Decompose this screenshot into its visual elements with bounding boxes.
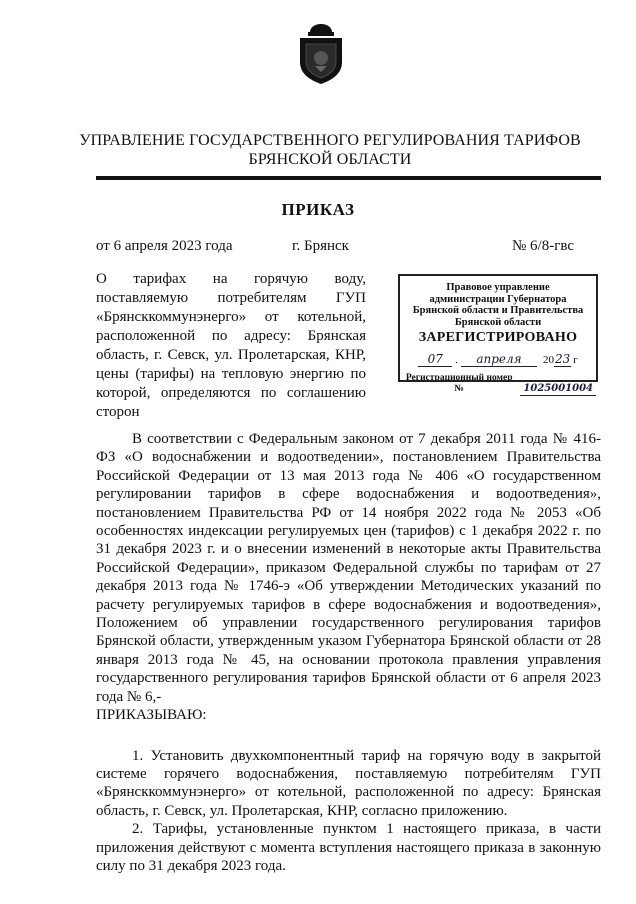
decree-word: ПРИКАЗЫВАЮ: (96, 707, 207, 724)
decree-item-1: 1. Установить двухкомпонентный тариф на горячую воду в закрытой системе горячего водоснабжения, поставляемую потребителям ГУП «Брянсккоммунэнерго» от котельной, расположенной по адресу: Брянская область, г. Севск, ул. Пролетарская, КНР, согласно приложению. (96, 747, 601, 819)
document-date: от 6 апреля 2023 года (96, 238, 233, 254)
stamp-reg-number: 1025001004 (520, 382, 596, 396)
document-subject: О тарифах на горячую воду, поставляемую потребителям ГУП «Брянсккоммунэнерго» от котельной, расположенной по адресу: Брянская область, г. Севск, ул. Пролетарская, КНР, цены (тарифы) на тепловую энергию по которой, определяются по соглашению сторон (96, 271, 366, 420)
stamp-year-unit: г (573, 354, 578, 366)
stamp-org-line1: Правовое управление (446, 282, 550, 293)
stamp-reg-label: Регистрационный номер № (405, 372, 513, 394)
registration-stamp (398, 274, 598, 394)
document-city: г. Брянск (292, 238, 349, 254)
document-number: № 6/8-гвс (512, 238, 575, 254)
stamp-year-prefix: 20 (542, 354, 554, 366)
stamp-date: 07 . апреля 20 23 г (400, 351, 596, 367)
stamp-org-line3: Брянской области и Правительства (412, 305, 584, 316)
coat-of-arms-icon (296, 22, 346, 86)
stamp-org-line2: администрации Губернатора (429, 293, 567, 305)
organization-title-line1: УПРАВЛЕНИЕ ГОСУДАРСТВЕННОГО РЕГУЛИРОВАНИЯ ТАРИФОВ (79, 132, 581, 149)
stamp-month: апреля (461, 353, 537, 367)
stamp-day: 07 (418, 353, 452, 367)
decree-item-2: 2. Тарифы, установленные пунктом 1 настоящего приказа, в части приложения действуют с момента вступления настоящего приказа в законную силу по 31 декабря 2023 года. (96, 821, 601, 874)
stamp-org-line4: Брянской области (454, 316, 542, 328)
document-type: ПРИКАЗ (281, 200, 355, 219)
stamp-year-suffix: 23 (554, 351, 571, 366)
document-body (96, 430, 601, 875)
header-divider (96, 176, 601, 180)
organization-title-line2: БРЯНСКОЙ ОБЛАСТИ (248, 151, 412, 168)
stamp-status: ЗАРЕГИСТРИРОВАНО (418, 330, 578, 345)
stamp-registration-number (400, 373, 596, 396)
organization-title (60, 131, 600, 169)
preamble-paragraph: В соответствии с Федеральным законом от 7 декабря 2011 года № 416-ФЗ «О водоснабжении и водоотведении», постановлением Правительства Российской Федерации от 13 мая 2013 года № 406 «О государственном регулировании тарифов в сфере водоснабжения и водоотведения», постановлением Правительства РФ от 14 ноября 2022 года № 2053 «Об особенностях индексации регулируемых цен (тарифов) с 1 декабря 2022 г. по 31 декабря 2023 г. и о внесении изменений в некоторые акты Правительства Российской Федерации», приказом Федеральной службы по тарифам от 27 декабря 2013 года № 1746-э «Об утверждении Методических указаний по расчету регулируемых тарифов в сфере водоснабжения и водоотведения», Положением об управлении государственного регулирования тарифов Брянской области, утвержденным указом Губернатора Брянской области от 28 января 2013 года № 45, на основании протокола правления управления государственного регулирования тарифов Брянской области от 6 апреля 2023 года № 6,- (96, 431, 601, 705)
